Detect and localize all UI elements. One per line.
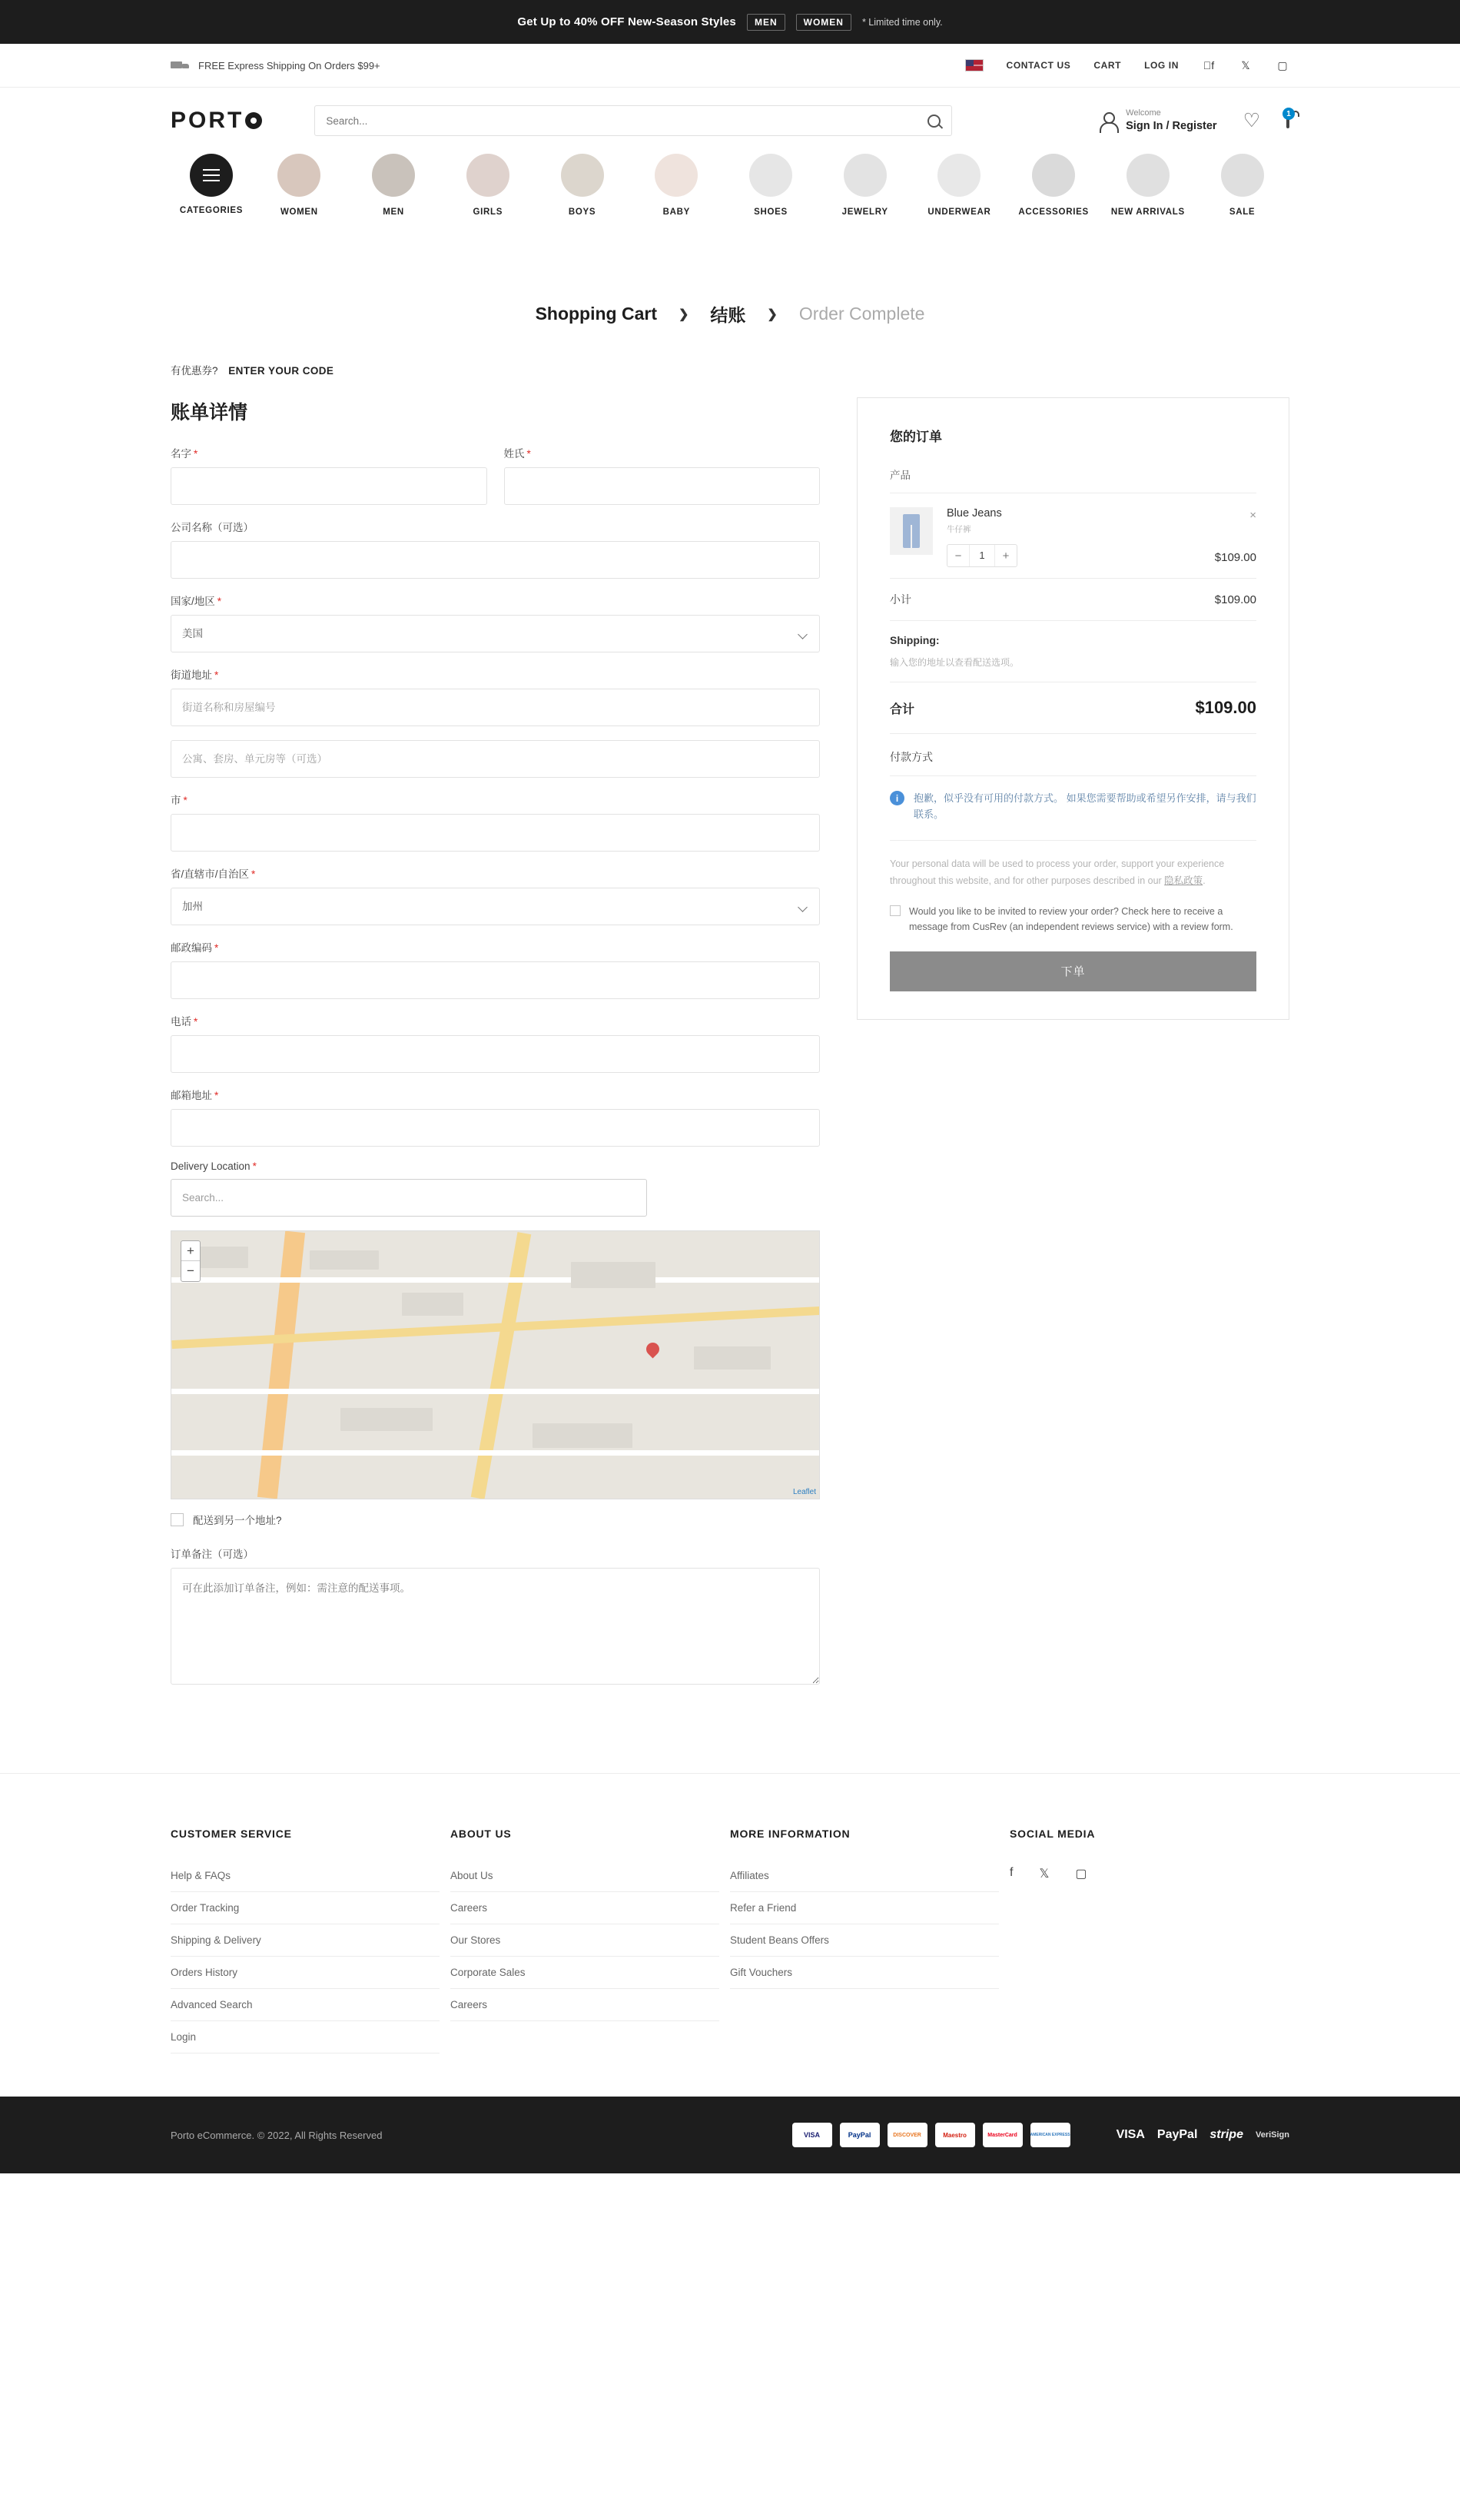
- total-row: [890, 682, 1256, 734]
- field-email: [171, 1087, 820, 1147]
- cat-label: GIRLS: [473, 208, 503, 217]
- category-thumb-icon: [466, 154, 509, 197]
- link-cart[interactable]: CART: [1093, 60, 1122, 71]
- footer-link[interactable]: Student Beans Offers: [730, 1924, 999, 1957]
- billing-title: 账单详情: [171, 402, 248, 423]
- map-block: [310, 1250, 379, 1270]
- free-shipping-note: [171, 60, 380, 71]
- street-label: 街道地址 *: [171, 669, 219, 681]
- map-pin-icon[interactable]: [646, 1343, 659, 1360]
- card-amex-icon: AMERICAN EXPRESS: [1030, 2123, 1070, 2147]
- enter-coupon-code-link[interactable]: ENTER YOUR CODE: [228, 365, 334, 377]
- footer-link[interactable]: Careers: [450, 1892, 719, 1924]
- checkout-steps: [0, 301, 1460, 327]
- field-company: [171, 519, 820, 579]
- search-icon[interactable]: [927, 115, 941, 128]
- ship-to-different-address-checkbox[interactable]: [171, 1513, 184, 1526]
- order-notes-label: 订单备注（可选）: [171, 1549, 254, 1560]
- order-line-item: [890, 493, 1256, 579]
- footer-link[interactable]: Refer a Friend: [730, 1892, 999, 1924]
- subtotal-amount: $109.00: [1214, 593, 1256, 606]
- promo-text: Get Up to 40% OFF New-Season Styles: [517, 15, 736, 28]
- no-payment-methods-notice: [890, 776, 1256, 841]
- chevron-right-icon: ❯: [679, 307, 689, 321]
- map-zoom-controls[interactable]: [181, 1240, 201, 1282]
- footer-title: MORE INFORMATION: [730, 1828, 851, 1840]
- step-order-complete: Order Complete: [798, 304, 925, 324]
- quantity-decrease-button[interactable]: −: [947, 545, 969, 566]
- step-shopping-cart[interactable]: Shopping Cart: [535, 304, 657, 324]
- field-state: [171, 865, 820, 925]
- order-notes-textarea[interactable]: [171, 1568, 820, 1685]
- subtotal-row: [890, 579, 1256, 621]
- phone-input[interactable]: [171, 1035, 820, 1073]
- shipping-row: [890, 621, 1256, 682]
- cat-label: BABY: [662, 208, 690, 217]
- footer-link[interactable]: Careers: [450, 1989, 719, 2021]
- link-contact-us[interactable]: CONTACT US: [1006, 60, 1071, 71]
- category-nav: [0, 154, 1460, 246]
- remove-item-icon[interactable]: ×: [1249, 509, 1256, 522]
- map-block: [340, 1408, 433, 1431]
- privacy-policy-link[interactable]: 隐私政策: [1164, 875, 1203, 886]
- badge-visa: VISA: [1116, 2128, 1145, 2141]
- country-label: 国家/地区 *: [171, 596, 222, 607]
- field-zip: [171, 939, 820, 999]
- city-label: 市 *: [171, 795, 187, 806]
- quantity-increase-button[interactable]: +: [995, 545, 1017, 566]
- step-checkout: 结账: [710, 305, 746, 325]
- product-thumbnail[interactable]: [890, 507, 933, 555]
- total-amount: $109.00: [1195, 698, 1256, 717]
- subtotal-label: 小计: [890, 593, 911, 606]
- category-thumb-icon: [1127, 154, 1170, 197]
- map-road-major: [171, 1306, 820, 1349]
- zip-input[interactable]: [171, 961, 820, 999]
- cat-label: WOMEN: [280, 208, 318, 217]
- state-label: 省/直辖市/自治区 *: [171, 868, 256, 880]
- map-attribution[interactable]: Leaflet: [792, 1488, 816, 1496]
- footer-column-customer-service: [171, 1828, 450, 2054]
- cat-item-baby[interactable]: [629, 154, 724, 217]
- field-city: [171, 792, 820, 852]
- free-shipping-text: FREE Express Shipping On Orders $99+: [198, 59, 380, 71]
- footer-link[interactable]: Shipping & Delivery: [171, 1924, 440, 1957]
- billing-details-form: [171, 397, 820, 1688]
- place-order-button[interactable]: 下单: [890, 951, 1256, 991]
- company-label: 公司名称（可选）: [171, 522, 254, 533]
- footer-link[interactable]: Advanced Search: [171, 1989, 440, 2021]
- category-thumb-icon: [1221, 154, 1264, 197]
- order-summary-title: 您的订单: [890, 430, 942, 444]
- cat-item-men[interactable]: [347, 154, 441, 217]
- company-input[interactable]: [171, 541, 820, 579]
- footer-link[interactable]: Gift Vouchers: [730, 1957, 999, 1989]
- footer-link[interactable]: Corporate Sales: [450, 1957, 719, 1989]
- truck-icon: [171, 60, 191, 71]
- map-block: [571, 1262, 655, 1288]
- cat-label: BOYS: [568, 208, 596, 217]
- search-input[interactable]: [326, 115, 927, 127]
- cat-label: ACCESSORIES: [1018, 208, 1089, 217]
- footer-link[interactable]: About Us: [450, 1860, 719, 1892]
- utility-bar: [0, 44, 1460, 88]
- phone-label: 电话 *: [171, 1016, 198, 1028]
- category-thumb-icon: [749, 154, 792, 197]
- chevron-right-icon: ❯: [767, 307, 778, 321]
- map-road: [171, 1277, 819, 1283]
- quantity-stepper[interactable]: [947, 544, 1017, 567]
- shipping-hint: 输入您的地址以查看配送选项。: [890, 657, 1020, 668]
- badge-paypal: PayPal: [1156, 2128, 1198, 2141]
- facebook-icon[interactable]: f: [1207, 59, 1210, 71]
- category-thumb-icon: [561, 154, 604, 197]
- map-zoom-out-button[interactable]: −: [187, 1263, 194, 1278]
- welcome-label: Welcome: [1126, 108, 1161, 118]
- cat-item-women[interactable]: [252, 154, 347, 217]
- footer-column-more-information: [730, 1828, 1010, 2054]
- coupon-row: [171, 362, 1289, 377]
- review-invite-label: Would you like to be invited to review your order? Check here to receive a message from CusRev (an independent reviews service) with a review form.: [909, 905, 1233, 932]
- card-maestro-icon: Maestro: [935, 2123, 975, 2147]
- wishlist-icon[interactable]: ♡: [1243, 110, 1260, 131]
- privacy-text: Your personal data will be used to process your order, support your experience throughout this website, and for other purposes described in our: [890, 858, 1225, 886]
- link-log-in[interactable]: LOG IN: [1144, 60, 1179, 71]
- product-price: $109.00: [1214, 551, 1256, 564]
- email-input[interactable]: [171, 1109, 820, 1147]
- delivery-location-search-input[interactable]: [171, 1179, 647, 1217]
- cat-label: NEW ARRIVALS: [1110, 208, 1185, 217]
- footer-link[interactable]: Affiliates: [730, 1860, 999, 1892]
- cat-item-sale[interactable]: [1195, 154, 1289, 217]
- footer: [0, 1773, 1460, 2097]
- product-subtitle: 牛仔裤: [947, 525, 971, 534]
- cart-count-badge: 1: [1282, 108, 1295, 120]
- categories-button[interactable]: [171, 154, 252, 215]
- card-paypal-icon: PayPal: [840, 2123, 880, 2147]
- logo-text: PORT: [171, 108, 244, 133]
- promo-bar: [0, 0, 1460, 44]
- city-input[interactable]: [171, 814, 820, 852]
- logo-dot-icon: [245, 112, 262, 129]
- cat-item-shoes[interactable]: [724, 154, 818, 217]
- map-block: [402, 1293, 463, 1316]
- field-country: [171, 593, 820, 652]
- product-name[interactable]: Blue Jeans: [947, 507, 1002, 520]
- cat-item-new-arrivals[interactable]: [1101, 154, 1196, 217]
- bottom-bar: [0, 2097, 1460, 2173]
- first-name-input[interactable]: [171, 467, 487, 505]
- street-address-input[interactable]: [171, 689, 820, 726]
- last-name-input[interactable]: [504, 467, 821, 505]
- country-select[interactable]: [171, 615, 820, 652]
- footer-title: SOCIAL MEDIA: [1010, 1828, 1096, 1840]
- map-block: [694, 1346, 771, 1370]
- coupon-question: 有优惠券?: [171, 365, 218, 377]
- map-road-major: [257, 1231, 305, 1499]
- copyright-text: Porto eCommerce. © 2022, All Rights Reserved: [171, 2129, 383, 2141]
- map-block: [194, 1247, 248, 1268]
- site-logo[interactable]: [171, 108, 262, 134]
- x-icon[interactable]: 𝕏: [1039, 1868, 1050, 1881]
- instagram-icon[interactable]: ▢: [1075, 1868, 1087, 1881]
- footer-column-social-media: [1010, 1828, 1289, 2054]
- country-flag-icon[interactable]: [965, 59, 984, 71]
- state-select[interactable]: [171, 888, 820, 925]
- review-invite-row[interactable]: [890, 904, 1256, 951]
- field-delivery-location: [171, 1160, 820, 1217]
- order-summary-panel: [857, 397, 1289, 1020]
- ship-to-different-address-label: 配送到另一个地址?: [193, 1515, 282, 1526]
- cat-label: JEWELRY: [841, 208, 888, 217]
- footer-link[interactable]: Login: [171, 2021, 440, 2054]
- payment-cards: [792, 2123, 1070, 2147]
- cart-icon[interactable]: [1286, 109, 1291, 128]
- footer-link[interactable]: Our Stores: [450, 1924, 719, 1957]
- footer-title: CUSTOMER SERVICE: [171, 1828, 292, 1840]
- promo-link-women[interactable]: WOMEN: [796, 14, 851, 31]
- map-road-major: [471, 1232, 532, 1499]
- category-thumb-icon: [277, 154, 320, 197]
- map-block: [533, 1423, 632, 1448]
- promo-note: * Limited time only.: [861, 16, 943, 28]
- cat-label: SHOES: [754, 208, 788, 217]
- footer-link[interactable]: Order Tracking: [171, 1892, 440, 1924]
- cat-label: UNDERWEAR: [927, 208, 991, 217]
- cat-label: MEN: [383, 208, 404, 217]
- ship-to-different-address-row[interactable]: [171, 1512, 820, 1527]
- apartment-input[interactable]: [171, 740, 820, 778]
- payment-methods-title: 付款方式: [890, 734, 1256, 776]
- badge-stripe: stripe: [1209, 2128, 1243, 2141]
- notice-text: 抱歉，似乎没有可用的付款方式。 如果您需要帮助或希望另作安排，请与我们联系。: [914, 792, 1256, 821]
- instagram-icon[interactable]: ▢: [1277, 58, 1288, 71]
- footer-link[interactable]: Orders History: [171, 1957, 440, 1989]
- promo-link-men[interactable]: MEN: [747, 14, 785, 31]
- facebook-icon[interactable]: f: [1010, 1866, 1014, 1879]
- privacy-tail: .: [1203, 875, 1206, 886]
- card-discover-icon: DISCOVER: [888, 2123, 927, 2147]
- footer-title: ABOUT US: [450, 1828, 512, 1840]
- badge-verisign: VeriSign: [1255, 2130, 1289, 2140]
- first-name-label: 名字 *: [171, 448, 198, 460]
- sign-in-register-link[interactable]: Sign In / Register: [1126, 119, 1217, 132]
- category-thumb-icon: [844, 154, 887, 197]
- field-apartment: [171, 740, 820, 778]
- map-road: [171, 1450, 819, 1456]
- cat-item-girls[interactable]: [440, 154, 535, 217]
- account-menu[interactable]: [1097, 108, 1216, 133]
- delivery-location-label: Delivery Location *: [171, 1160, 257, 1172]
- search-box[interactable]: [314, 105, 952, 136]
- trust-badges: [1117, 2128, 1289, 2142]
- field-phone: [171, 1013, 820, 1073]
- total-label: 合计: [890, 702, 915, 716]
- field-street: [171, 666, 820, 726]
- main-header: [0, 88, 1460, 154]
- footer-link[interactable]: Help & FAQs: [171, 1860, 440, 1892]
- category-thumb-icon: [937, 154, 981, 197]
- field-first-name: [171, 445, 487, 505]
- user-icon: [1097, 111, 1118, 131]
- footer-column-about-us: [450, 1828, 730, 2054]
- card-visa-icon: VISA: [792, 2123, 832, 2147]
- map-road: [171, 1389, 819, 1394]
- shipping-label: Shipping:: [890, 634, 940, 646]
- hamburger-icon[interactable]: [190, 154, 233, 197]
- order-product-header: 产品: [890, 466, 1256, 493]
- email-label: 邮箱地址 *: [171, 1090, 219, 1101]
- cat-item-accessories[interactable]: [1007, 154, 1101, 217]
- last-name-label: 姓氏 *: [503, 448, 531, 460]
- info-icon: i: [890, 791, 904, 805]
- delivery-location-map[interactable]: [171, 1230, 820, 1499]
- category-thumb-icon: [655, 154, 698, 197]
- cat-item-jewelry[interactable]: [818, 154, 912, 217]
- field-last-name: [504, 445, 821, 505]
- x-icon[interactable]: 𝕏: [1241, 58, 1250, 71]
- zip-label: 邮政编码 *: [171, 942, 219, 954]
- jeans-icon: [903, 514, 920, 548]
- category-thumb-icon: [1032, 154, 1075, 197]
- card-mastercard-icon: MasterCard: [983, 2123, 1023, 2147]
- cat-item-underwear[interactable]: [912, 154, 1007, 217]
- privacy-notice: [890, 841, 1256, 904]
- category-thumb-icon: [372, 154, 415, 197]
- quantity-value[interactable]: 1: [969, 545, 995, 566]
- cat-label: SALE: [1229, 208, 1256, 217]
- map-zoom-in-button[interactable]: +: [181, 1241, 200, 1261]
- cat-item-boys[interactable]: [535, 154, 629, 217]
- review-invite-checkbox[interactable]: [890, 905, 901, 916]
- categories-label: CATEGORIES: [179, 206, 244, 215]
